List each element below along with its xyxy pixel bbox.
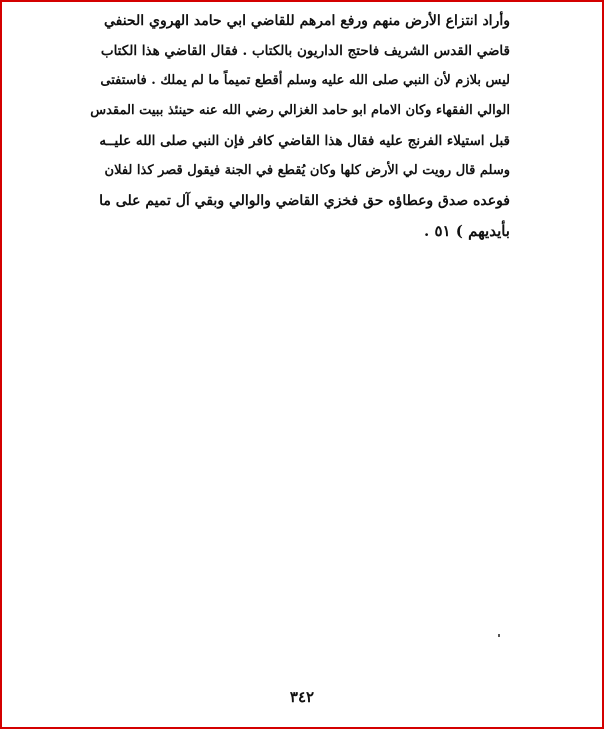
text-line-2: قاضي القدس الشريف فاحتج الداريون بالكتاب . فقال القاضي هذا الكتاب: [100, 43, 510, 59]
page-number: ٣٤٢: [289, 688, 315, 706]
text-line-7: فوعده صدق وعطاؤه حق فخزي القاضي والوالي وبقي آل تميم على ما: [99, 193, 510, 209]
text-line-1: وأراد انتزاع الأرض منهم ورفع امرهم للقاضي ابي حامد الهروي الحنفي: [103, 13, 510, 29]
text-line-5: قبل استيلاء الفرنج عليه فقال هذا القاضي كافر فإن النبي صلى الله عليــه: [99, 133, 510, 149]
text-line-4: الوالي الفقهاء وكان الامام ابو حامد الغزالي رضي الله عنه حينئذ ببيت المقدس: [90, 103, 510, 118]
text-line-3: ليس بلازم لأن النبي صلى الله عليه وسلم أقطع تميماً ما لم يملك . فاستفتى: [100, 73, 510, 88]
body-text: [90, 6, 510, 246]
text-line-6: وسلم قال رويت لي الأرض كلها وكان يُقطع في الجنة فيقول قصر كذا لفلان: [104, 163, 510, 178]
text-line-8: بأيديهم ) ٥١ .: [424, 222, 510, 240]
stray-mark: [498, 634, 500, 637]
